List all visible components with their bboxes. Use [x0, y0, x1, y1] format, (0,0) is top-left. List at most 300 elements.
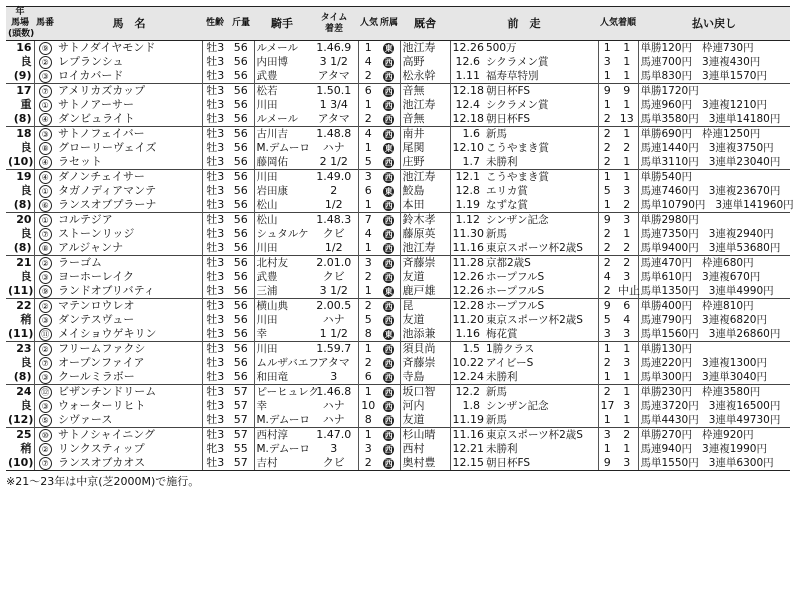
- previous-place-cell: 2: [616, 428, 638, 443]
- time-margin-cell: 1.46.9: [310, 41, 358, 56]
- jockey-cell: 川田: [254, 98, 310, 112]
- payout-primary: 単勝540円: [640, 171, 693, 183]
- jockey-cell: 幸: [254, 327, 310, 342]
- race-track-cell: 良: [20, 227, 32, 240]
- horse-number: ①: [39, 185, 52, 198]
- time-margin-cell: 3 1/2: [319, 55, 348, 68]
- race-field-cell: (10): [8, 456, 34, 469]
- payout-cell: [638, 84, 790, 99]
- header-weight: 斤量: [228, 7, 254, 41]
- race-track-cell: 良: [20, 184, 32, 197]
- sex-age-cell: 牡3: [202, 270, 228, 284]
- stable-badge: 西: [384, 416, 393, 425]
- race-year-cell: 19: [6, 170, 34, 185]
- stable-badge-cell: [378, 313, 400, 327]
- horse-number-cell: [34, 127, 56, 142]
- previous-popularity-cell: 5: [598, 313, 616, 327]
- time-margin-cell: クビ: [322, 270, 345, 283]
- payout-secondary: 3連単49730円: [708, 414, 781, 426]
- previous-date-cell: 1.11: [450, 69, 484, 84]
- previous-race-cell: 福寿草特別: [486, 70, 539, 82]
- previous-popularity-cell: 2: [598, 141, 616, 155]
- payout-secondary: 枠連810円: [702, 300, 754, 312]
- previous-popularity-cell: 1: [598, 170, 616, 185]
- payout-primary: 馬連3720円: [640, 400, 699, 412]
- previous-place-cell: 1: [623, 55, 631, 68]
- payout-primary: 馬単830円: [640, 70, 693, 82]
- popularity-cell: 2: [358, 299, 378, 314]
- horse-number: ④: [39, 113, 52, 126]
- weight-cell: 56: [233, 141, 248, 154]
- sex-age-cell: 牡3: [202, 356, 228, 370]
- payout-cell: [638, 69, 790, 84]
- payout-secondary: 3連単14180円: [708, 113, 781, 125]
- horse-number: ③: [39, 400, 52, 413]
- horse-name-cell: クールミラボー: [58, 370, 135, 383]
- race-field-cell: (10): [8, 155, 34, 168]
- time-margin-cell: ハナ: [322, 313, 345, 326]
- header-previous-place: 着順: [616, 7, 638, 41]
- time-margin-cell: 2.00.5: [310, 299, 358, 314]
- horse-number-cell: [34, 313, 56, 327]
- horse-number: ⑦: [39, 357, 52, 370]
- race-year-cell: 23: [6, 342, 34, 357]
- payout-primary: 馬単1550円: [640, 457, 699, 469]
- stable-badge: 西: [384, 445, 393, 454]
- previous-date-cell: 11.19: [450, 413, 484, 428]
- weight-cell: 56: [228, 299, 254, 314]
- payout-cell: [638, 127, 790, 142]
- weight-cell: 56: [228, 84, 254, 99]
- payout-cell: [638, 385, 790, 400]
- previous-date-cell: 11.20: [450, 313, 484, 327]
- trainer-cell: 昆: [400, 299, 450, 314]
- horse-name-cell: タガノディアマンテ: [58, 184, 157, 197]
- horse-number: ③: [39, 371, 52, 384]
- stable-badge-cell: [378, 370, 400, 385]
- jockey-cell: ルメール: [254, 41, 310, 56]
- previous-race-cell: 新馬: [486, 414, 507, 426]
- popularity-cell: 4: [358, 227, 378, 241]
- jockey-cell: シュタルケ: [254, 227, 310, 241]
- horse-number-cell: [34, 428, 56, 443]
- stable-badge-cell: [378, 241, 400, 256]
- stable-badge-cell: [378, 184, 400, 198]
- horse-number: ③: [39, 271, 52, 284]
- stable-badge: 西: [384, 259, 393, 268]
- race-track-cell: 良: [20, 141, 32, 154]
- horse-name-cell: サトノフェイバー: [56, 127, 202, 142]
- table-row: [6, 213, 790, 228]
- popularity-cell: 1: [358, 98, 378, 112]
- previous-date-cell: 12.15: [450, 456, 484, 471]
- horse-number: ⑧: [39, 242, 52, 255]
- popularity-cell: 4: [358, 127, 378, 142]
- jockey-cell: 内田博: [254, 55, 310, 69]
- stable-badge: 西: [384, 316, 393, 325]
- horse-name-cell: サトノダイヤモンド: [56, 41, 202, 56]
- previous-popularity-cell: 2: [598, 155, 616, 170]
- stable-badge-cell: [378, 270, 400, 284]
- horse-number: ⑤: [39, 414, 52, 427]
- previous-race-cell: 京都2歳S: [484, 256, 598, 271]
- horse-number: ①: [39, 99, 52, 112]
- weight-cell: 57: [228, 456, 254, 471]
- stable-badge: 西: [384, 459, 393, 468]
- payout-secondary: 3連複430円: [702, 56, 761, 68]
- previous-place-cell: 1: [616, 342, 638, 357]
- payout-cell: [638, 342, 790, 357]
- previous-place-cell: 2: [623, 198, 631, 211]
- header-trainer: 厩舎: [400, 7, 450, 41]
- stable-badge-cell: [378, 141, 400, 155]
- time-margin-cell: 1.49.0: [310, 170, 358, 185]
- time-margin-cell: クビ: [322, 227, 345, 240]
- stable-badge: 東: [384, 144, 393, 153]
- jockey-cell: 和田竜: [254, 370, 310, 385]
- weight-cell: 56: [233, 69, 248, 82]
- sex-age-cell: 牡3: [202, 284, 228, 299]
- payout-cell: [638, 155, 790, 170]
- previous-date-cell: 10.22: [450, 356, 484, 370]
- payout-secondary: 枠連1250円: [702, 128, 761, 140]
- previous-race-cell: 東京スポーツ杯2歳S: [486, 314, 583, 326]
- trainer-cell: 河内: [400, 399, 450, 413]
- payout-secondary: 3連複16500円: [708, 400, 781, 412]
- payout-primary: 馬連7350円: [640, 228, 699, 240]
- trainer-cell: 鮫島: [400, 184, 450, 198]
- race-field-cell: (8): [13, 198, 32, 211]
- payout-cell: [638, 256, 790, 271]
- horse-name-cell: オープンファイア: [58, 356, 145, 369]
- table-row: [6, 428, 790, 443]
- payout-secondary: 3連複6820円: [702, 314, 767, 326]
- table-row: [6, 112, 790, 127]
- previous-place-cell: 1: [616, 41, 638, 56]
- payout-primary: 馬単3110円: [640, 156, 699, 168]
- trainer-cell: 寺島: [400, 370, 450, 385]
- sex-age-cell: 牝3: [202, 442, 228, 456]
- table-row: [6, 399, 790, 413]
- trainer-cell: 池江寿: [400, 241, 450, 256]
- previous-race-cell: 1勝クラス: [484, 342, 598, 357]
- previous-place-cell: 4: [623, 313, 631, 326]
- horse-number: ②: [39, 257, 52, 270]
- sex-age-cell: 牡3: [202, 98, 228, 112]
- table-row: [6, 241, 790, 256]
- horse-number: ③: [39, 128, 52, 141]
- stable-badge: 西: [384, 359, 393, 368]
- horse-number-cell: [34, 155, 56, 170]
- horse-name-cell: ラーゴム: [56, 256, 202, 271]
- jockey-cell: 三浦: [254, 284, 310, 299]
- stable-badge: 西: [384, 115, 393, 124]
- previous-place-cell: 3: [623, 327, 631, 340]
- previous-popularity-cell: 1: [598, 370, 616, 385]
- previous-date-cell: 1.6: [450, 127, 484, 142]
- race-track-cell: 良: [20, 356, 32, 369]
- stable-badge-cell: [378, 456, 400, 471]
- horse-number-cell: [34, 241, 56, 256]
- weight-cell: 56: [233, 270, 248, 283]
- previous-date-cell: 12.4: [450, 98, 484, 112]
- sex-age-cell: 牡3: [202, 313, 228, 327]
- header-popularity: 人気: [358, 7, 378, 41]
- previous-date-cell: 12.8: [450, 184, 484, 198]
- previous-popularity-cell: 2: [598, 256, 616, 271]
- previous-date-cell: 1.5: [450, 342, 484, 357]
- horse-number-cell: [34, 256, 56, 271]
- horse-number-cell: [34, 385, 56, 400]
- previous-popularity-cell: 9: [598, 84, 616, 99]
- horse-name-cell: ストーンリッジ: [58, 227, 135, 240]
- payout-cell: [638, 413, 790, 428]
- stable-badge: 西: [384, 373, 393, 382]
- payout-secondary: 3連単1570円: [702, 70, 767, 82]
- jockey-cell: ムルザバエフ: [254, 356, 310, 370]
- race-year-cell: 25: [6, 428, 34, 443]
- horse-name-cell: アルジャンナ: [58, 241, 124, 254]
- payout-secondary: 枠連680円: [702, 257, 754, 269]
- time-margin-cell: アタマ: [317, 69, 350, 82]
- horse-number-cell: [34, 41, 56, 56]
- jockey-cell: 横山典: [254, 299, 310, 314]
- race-field-cell: (11): [8, 327, 34, 340]
- previous-popularity-cell: 9: [598, 213, 616, 228]
- stable-badge-cell: [378, 327, 400, 342]
- payout-primary: 馬単9400円: [640, 242, 699, 254]
- previous-race-cell: ホープフルS: [486, 285, 545, 297]
- horse-number: ④: [39, 156, 52, 169]
- previous-place-cell: 1: [623, 227, 631, 240]
- table-row: [6, 155, 790, 170]
- previous-place-cell: 1: [616, 385, 638, 400]
- stable-badge-cell: [378, 155, 400, 170]
- payout-secondary: 3連単53680円: [708, 242, 781, 254]
- payout-primary: 馬単3580円: [640, 113, 699, 125]
- results-table-container: [6, 6, 794, 489]
- stable-badge: 西: [384, 402, 393, 411]
- horse-number-cell: [34, 69, 56, 84]
- race-year-cell: 21: [6, 256, 34, 271]
- payout-cell: [638, 41, 790, 56]
- horse-number-cell: [34, 442, 56, 456]
- weight-cell: 55: [233, 442, 248, 455]
- previous-race-cell: 新馬: [484, 127, 598, 142]
- popularity-cell: 2: [358, 270, 378, 284]
- stable-badge-cell: [378, 69, 400, 84]
- horse-name-cell: ダンビュライト: [58, 112, 135, 125]
- previous-date-cell: 11.28: [450, 256, 484, 271]
- table-row: [6, 41, 790, 56]
- previous-race-cell: なずな賞: [486, 199, 528, 211]
- previous-popularity-cell: 1: [598, 69, 616, 84]
- previous-place-cell: 3: [623, 356, 631, 369]
- time-margin-cell: 3: [330, 370, 338, 383]
- horse-name-cell: ラセット: [58, 155, 102, 168]
- trainer-cell: 友道: [400, 313, 450, 327]
- weight-cell: 56: [233, 313, 248, 326]
- time-margin-cell: ハナ: [322, 399, 345, 412]
- weight-cell: 57: [233, 399, 248, 412]
- table-row: [6, 55, 790, 69]
- previous-popularity-cell: 2: [598, 241, 616, 256]
- previous-date-cell: 11.30: [450, 227, 484, 241]
- popularity-cell: 3: [358, 170, 378, 185]
- horse-name-cell: サトノアーサー: [58, 98, 135, 111]
- payout-primary: 馬単1350円: [640, 285, 699, 297]
- trainer-cell: 奥村豊: [400, 456, 450, 471]
- previous-date-cell: 1.12: [450, 213, 484, 228]
- previous-popularity-cell: 2: [598, 356, 616, 370]
- sex-age-cell: 牡3: [202, 456, 228, 471]
- horse-number: ⑥: [39, 199, 52, 212]
- horse-name-cell: メイショウゲキリン: [58, 327, 157, 340]
- payout-primary: 単勝270円: [640, 429, 693, 441]
- previous-race-cell: 朝日杯FS: [486, 113, 531, 125]
- horse-number: ⑫: [39, 386, 52, 399]
- popularity-cell: 3: [358, 256, 378, 271]
- jockey-cell: 松山: [254, 213, 310, 228]
- previous-date-cell: 12.26: [450, 284, 484, 299]
- header-stable: 所属: [378, 7, 400, 41]
- horse-number-cell: [34, 399, 56, 413]
- popularity-cell: 5: [358, 313, 378, 327]
- previous-popularity-cell: 1: [598, 413, 616, 428]
- table-row: [6, 456, 790, 471]
- payout-primary: 馬連960円: [640, 99, 693, 111]
- jockey-cell: 松山: [254, 198, 310, 213]
- previous-race-cell: こうやまき賞: [486, 142, 549, 154]
- time-margin-cell: 1.59.7: [310, 342, 358, 357]
- previous-place-cell: 2: [623, 241, 631, 254]
- popularity-cell: 2: [358, 69, 378, 84]
- payout-secondary: 3連単4990円: [708, 285, 774, 297]
- stable-badge-cell: [378, 84, 400, 99]
- horse-name-cell: グローリーヴェイズ: [58, 141, 157, 154]
- payout-cell: [638, 112, 790, 127]
- time-margin-cell: 1/2: [324, 198, 343, 211]
- payout-primary: 馬連7460円: [640, 185, 699, 197]
- popularity-cell: 1: [358, 284, 378, 299]
- weight-cell: 56: [228, 41, 254, 56]
- jockey-cell: 岩田康: [254, 184, 310, 198]
- header-horse-name: 馬 名: [56, 7, 202, 41]
- race-track-cell: 重: [20, 98, 32, 111]
- previous-date-cell: 12.18: [450, 84, 484, 99]
- race-year-cell: 18: [6, 127, 34, 142]
- popularity-cell: 1: [358, 342, 378, 357]
- table-row: [6, 127, 790, 142]
- popularity-cell: 5: [358, 155, 378, 170]
- race-year-cell: 20: [6, 213, 34, 228]
- previous-date-cell: 12.10: [450, 141, 484, 155]
- previous-popularity-cell: 9: [598, 456, 616, 471]
- previous-place-cell: 3: [616, 213, 638, 228]
- jockey-cell: 藤岡佑: [254, 155, 310, 170]
- stable-badge: 東: [384, 44, 393, 53]
- race-field-cell: (8): [13, 241, 32, 254]
- horse-name-cell: ヨーホーレイク: [58, 270, 135, 283]
- previous-popularity-cell: 4: [598, 270, 616, 284]
- time-margin-cell: ハナ: [322, 413, 345, 426]
- previous-place-cell: 1: [623, 155, 631, 168]
- time-margin-cell: クビ: [310, 456, 358, 471]
- trainer-cell: 尾関: [400, 141, 450, 155]
- stable-badge: 西: [384, 244, 393, 253]
- stable-badge-cell: [378, 213, 400, 228]
- payout-cell: [638, 184, 790, 198]
- horse-number-cell: [34, 299, 56, 314]
- sex-age-cell: 牡3: [202, 84, 228, 99]
- payout-secondary: 3連複1210円: [702, 99, 767, 111]
- jockey-cell: 川田: [254, 170, 310, 185]
- previous-place-cell: 6: [616, 299, 638, 314]
- payout-cell: [638, 327, 790, 342]
- stable-badge: 西: [384, 230, 393, 239]
- sex-age-cell: 牡3: [202, 428, 228, 443]
- time-margin-cell: 1 1/2: [319, 327, 348, 340]
- previous-place-cell: 1: [623, 69, 631, 82]
- payout-cell: [638, 284, 790, 299]
- previous-place-cell: 1: [623, 98, 631, 111]
- popularity-cell: 2: [358, 112, 378, 127]
- popularity-cell: 1: [358, 41, 378, 56]
- sex-age-cell: 牡3: [202, 413, 228, 428]
- popularity-cell: 6: [358, 184, 378, 198]
- table-row: [6, 385, 790, 400]
- time-margin-cell: 1.48.3: [310, 213, 358, 228]
- payout-primary: 単勝1720円: [640, 85, 699, 97]
- payout-primary: 馬連220円: [640, 357, 693, 369]
- weight-cell: 56: [233, 155, 248, 168]
- header-umaban: 馬番: [34, 7, 56, 41]
- trainer-cell: 須貝尚: [400, 342, 450, 357]
- horse-number-cell: [34, 284, 56, 299]
- popularity-cell: 10: [358, 399, 378, 413]
- sex-age-cell: 牡3: [202, 256, 228, 271]
- stable-badge: 西: [384, 345, 393, 354]
- trainer-cell: 池江寿: [400, 170, 450, 185]
- weight-cell: 56: [233, 370, 248, 383]
- previous-race-cell: 500万: [484, 41, 598, 56]
- weight-cell: 56: [233, 55, 248, 68]
- weight-cell: 56: [233, 98, 248, 111]
- time-margin-cell: 2.01.0: [310, 256, 358, 271]
- time-margin-cell: アタマ: [317, 112, 350, 125]
- payout-secondary: 3連単3040円: [702, 371, 767, 383]
- trainer-cell: 杉山晴: [400, 428, 450, 443]
- payout-cell: [638, 170, 790, 185]
- time-margin-cell: 1/2: [324, 241, 343, 254]
- header-sex-age: 性齢: [202, 7, 228, 41]
- race-year-cell: 22: [6, 299, 34, 314]
- payout-secondary: 3連単23040円: [708, 156, 781, 168]
- horse-name-cell: ランドオブリバティ: [58, 284, 155, 297]
- previous-date-cell: 1.8: [450, 399, 484, 413]
- sex-age-cell: 牡3: [202, 399, 228, 413]
- previous-race-cell: 東京スポーツ杯2歳S: [486, 242, 583, 254]
- previous-race-cell: 新馬: [486, 228, 507, 240]
- weight-cell: 56: [233, 198, 248, 211]
- sex-age-cell: 牡3: [202, 112, 228, 127]
- table-row: [6, 327, 790, 342]
- horse-number: ②: [39, 300, 52, 313]
- jockey-cell: 川田: [254, 313, 310, 327]
- race-field-cell: (8): [13, 112, 32, 125]
- trainer-cell: 藤原英: [400, 227, 450, 241]
- popularity-cell: 2: [358, 456, 378, 471]
